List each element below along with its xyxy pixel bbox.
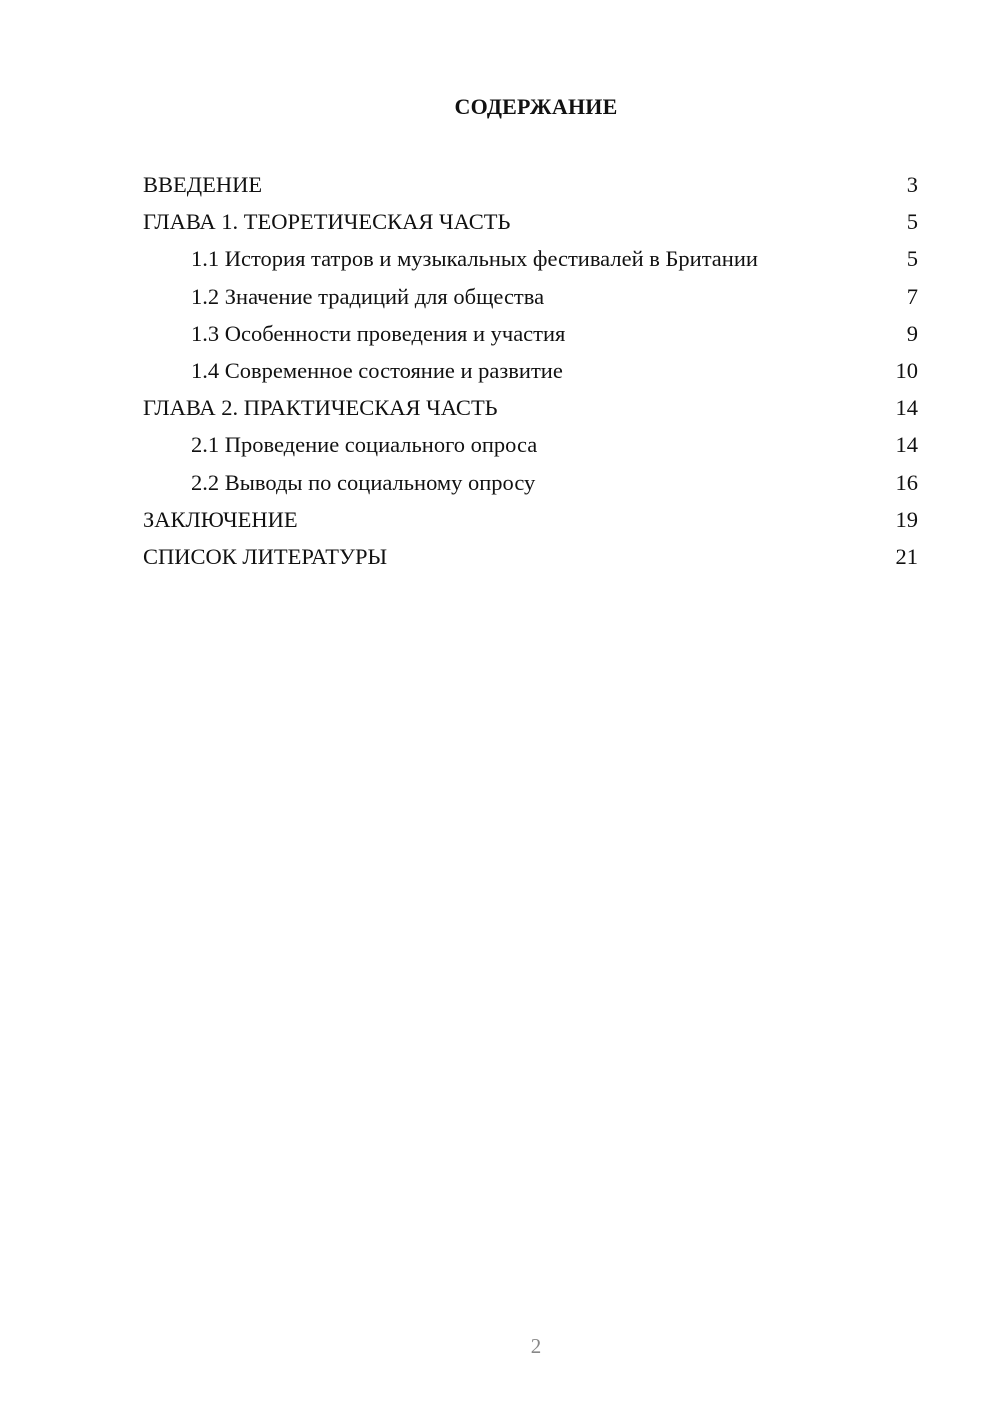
toc-entry-introduction[interactable] [143, 166, 918, 203]
toc-entry-section-1-2[interactable] [143, 278, 918, 315]
toc-entry-section-2-1[interactable] [143, 426, 918, 463]
toc-entry-conclusion[interactable] [143, 501, 918, 538]
toc-entry-page: 5 [906, 209, 918, 235]
toc-entry-label: 2.1 Проведение социального опроса [191, 432, 538, 458]
toc-entry-section-2-2[interactable] [143, 464, 918, 501]
toc-entry-page: 10 [895, 357, 918, 383]
page-number: 2 [530, 1334, 542, 1358]
toc-entry-label: СПИСОК ЛИТЕРАТУРЫ [143, 543, 388, 569]
toc-entry-section-1-3[interactable] [143, 315, 918, 352]
toc-entry-chapter-1[interactable] [143, 203, 918, 240]
toc-entry-label: 1.1 История татров и музыкальных фестивалей в Британии [191, 246, 758, 272]
toc-entry-page: 21 [895, 543, 918, 569]
toc-entry-label: ЗАКЛЮЧЕНИЕ [143, 506, 298, 532]
toc-entry-page: 9 [906, 320, 918, 346]
toc-entry-label: ГЛАВА 1. ТЕОРЕТИЧЕСКАЯ ЧАСТЬ [143, 209, 511, 235]
toc-entry-page: 14 [895, 432, 918, 458]
toc-entry-section-1-1[interactable] [143, 240, 918, 277]
toc-entry-page: 5 [906, 246, 918, 272]
toc-entry-page: 19 [895, 506, 918, 532]
toc-entry-label: 1.2 Значение традиций для общества [191, 283, 545, 309]
toc-entry-page: 14 [895, 395, 918, 421]
toc-entry-label: ВВЕДЕНИЕ [143, 172, 263, 197]
toc-entry-label: 1.4 Современное состояние и развитие [191, 357, 563, 383]
toc-entry-page: 16 [895, 469, 918, 495]
toc-entry-chapter-2[interactable] [143, 389, 918, 426]
toc-title: СОДЕРЖАНИЕ [454, 94, 618, 119]
table-of-contents [143, 166, 918, 575]
toc-entry-bibliography[interactable] [143, 538, 918, 575]
toc-entry-label: 1.3 Особенности проведения и участия [191, 320, 566, 346]
toc-entry-label: 2.2 Выводы по социальному опросу [191, 469, 536, 495]
toc-entry-page: 3 [906, 172, 918, 197]
toc-entry-page: 7 [906, 283, 918, 309]
toc-entry-label: ГЛАВА 2. ПРАКТИЧЕСКАЯ ЧАСТЬ [143, 395, 498, 421]
toc-entry-section-1-4[interactable] [143, 352, 918, 389]
